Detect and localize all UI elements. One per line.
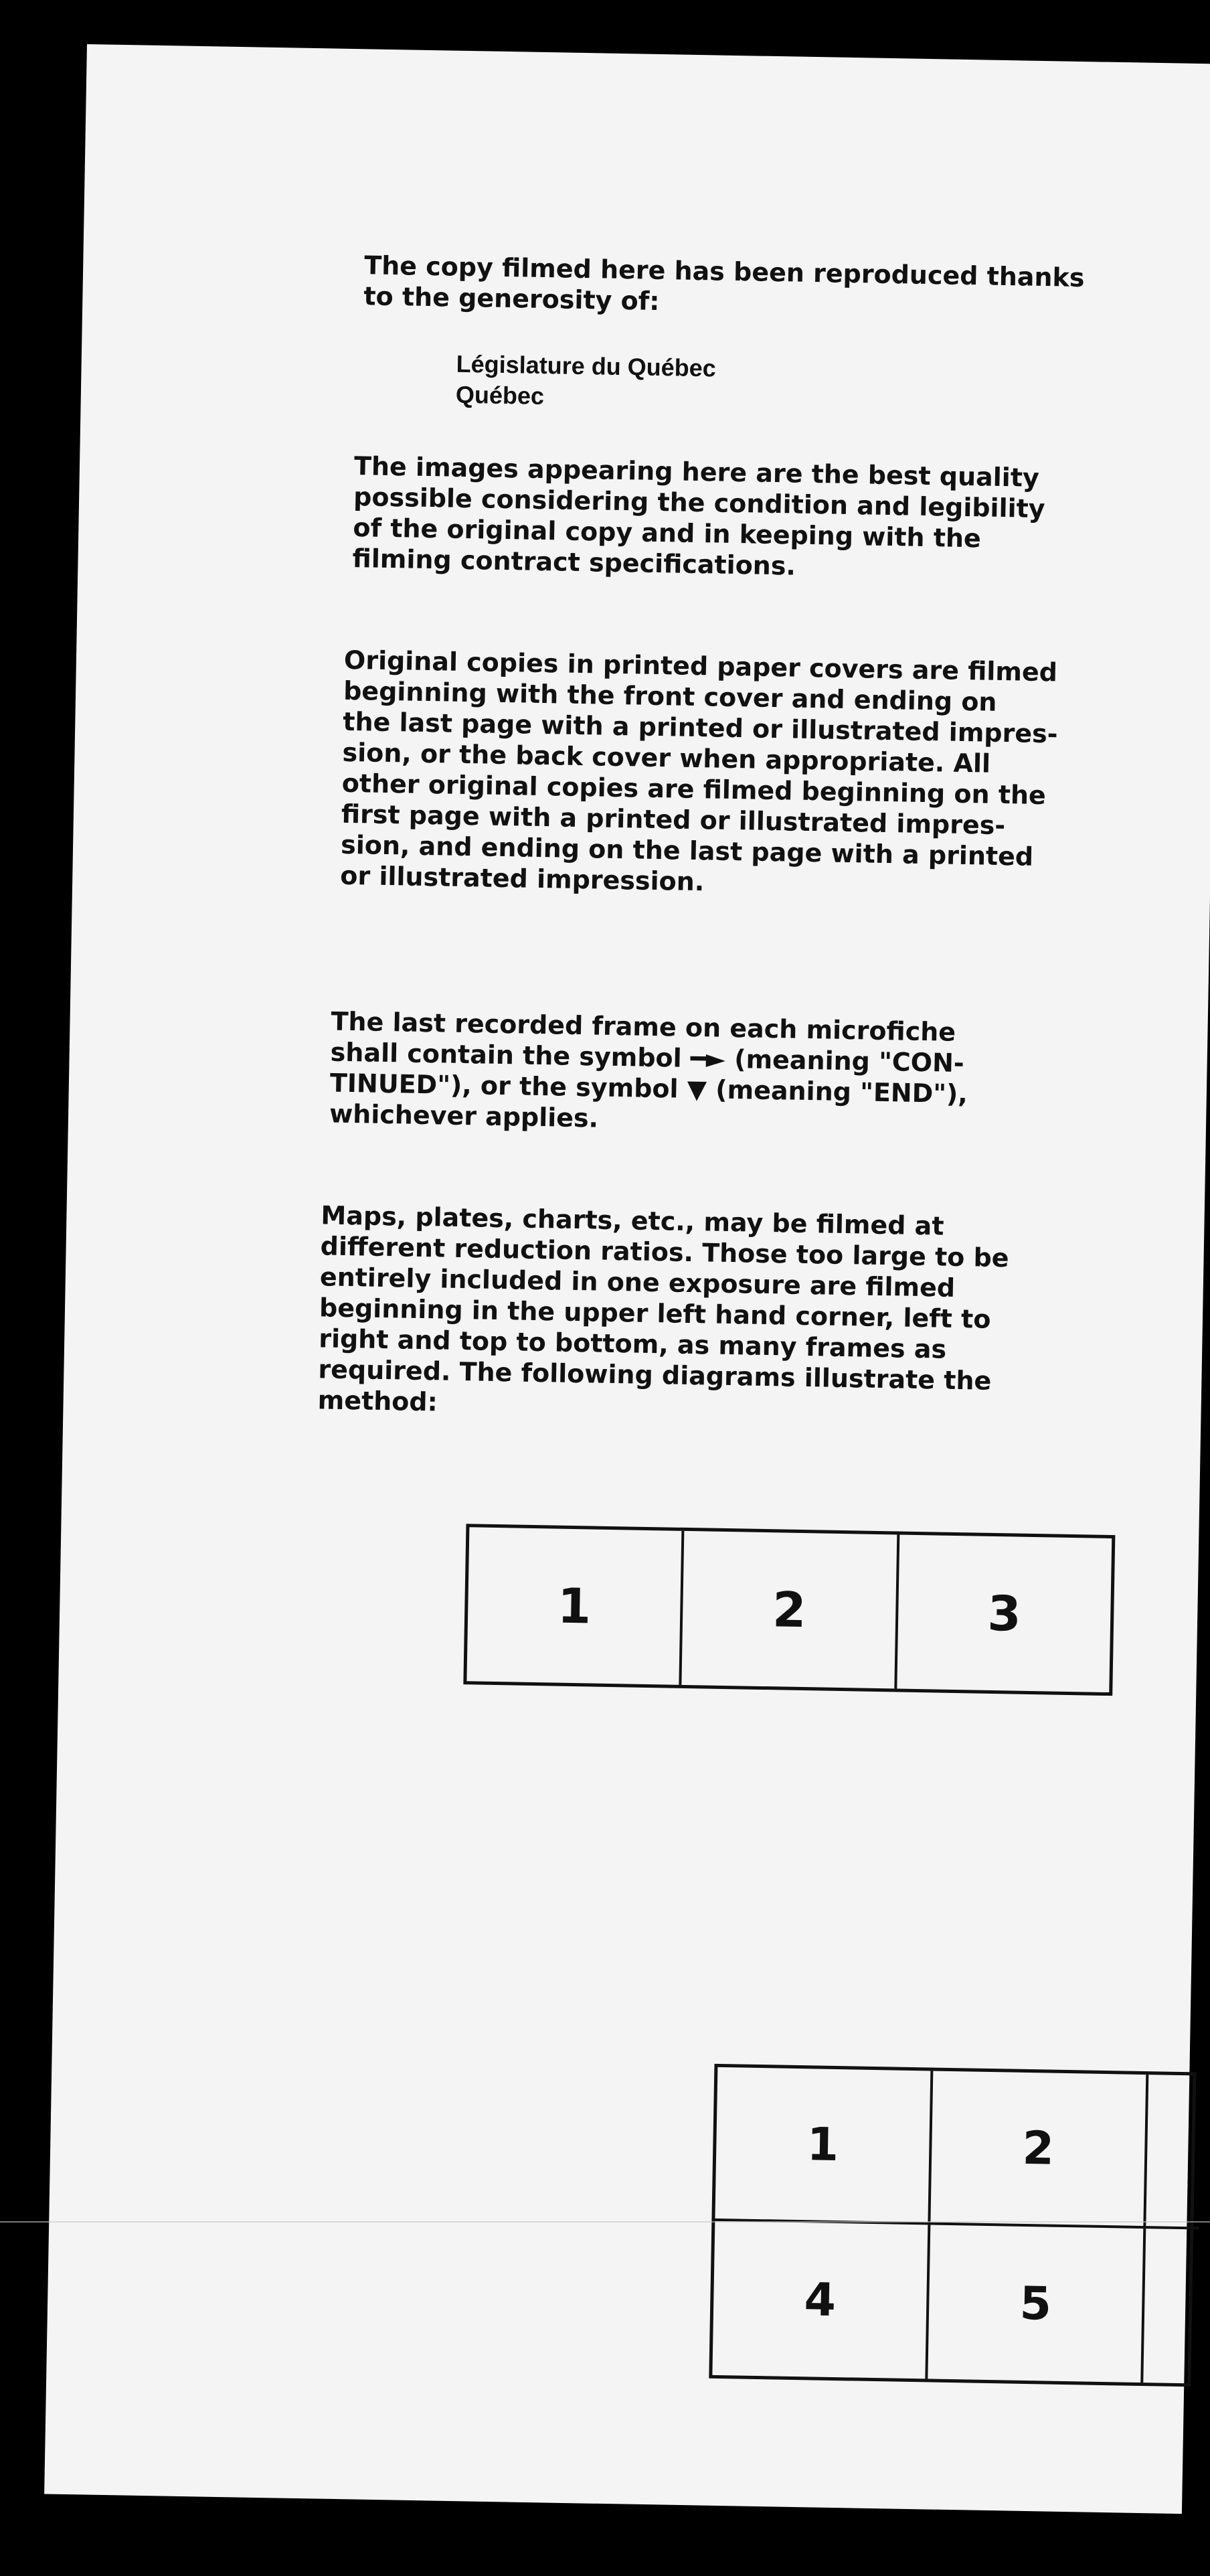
three-frame-diagram — [463, 1524, 1115, 1696]
grid-cell-5: 5 — [928, 2225, 1146, 2383]
grid-cell-1: 1 — [715, 2067, 933, 2225]
symbols-paragraph: The last recorded frame on each microfiche shall contain the symbol ━► (meaning "CON- TINUED"), or the symbol ▼ (meaning "END"), whichever applies. — [329, 1006, 968, 1133]
institution-name: Législature du Québec — [456, 349, 717, 382]
frame-cell-3: 3 — [986, 1585, 1022, 1642]
grid-cell-4: 4 — [712, 2221, 930, 2379]
six-frame-diagram — [709, 2064, 1196, 2387]
frame-cell-2: 2 — [682, 1531, 899, 1689]
institution-location: Québec — [455, 380, 545, 410]
intro-paragraph: The copy filmed here has been reproduced thanks to the generosity of: — [363, 250, 1085, 316]
frame-cell-1: 1 — [466, 1527, 684, 1685]
originals-paragraph: Original copies in printed paper covers are filmed beginning with the front cover and ending on the last page with a printed or illustrated impres- sion, or the back cover when appropriate. All other original copies are filmed beginning on the first page with a printed or illustrated impres- sion, and ending on the last page with a printed or illustrated impression. — [340, 645, 1058, 897]
page-content — [44, 44, 1210, 2514]
institution-block — [456, 349, 717, 415]
filmed-page — [44, 44, 1210, 2514]
grid-cell-3-cropped — [1146, 2075, 1202, 2229]
maps-paragraph: Maps, plates, charts, etc., may be filmed at different reduction ratios. Those too large to be entirely included in one exposure are filmed beginning in the upper left hand corner, left to right and top to bottom, as many frames as required. The following diagrams illustrate the method: — [317, 1200, 1009, 1417]
quality-paragraph: The images appearing here are the best quality possible considering the condition and legibility of the original copy and in keeping with the filming contract specifications. — [352, 451, 1045, 581]
grid-cell-6-cropped — [1143, 2229, 1199, 2383]
grid-cell-2: 2 — [930, 2071, 1148, 2229]
scan-artifact-line — [0, 2221, 1210, 2223]
